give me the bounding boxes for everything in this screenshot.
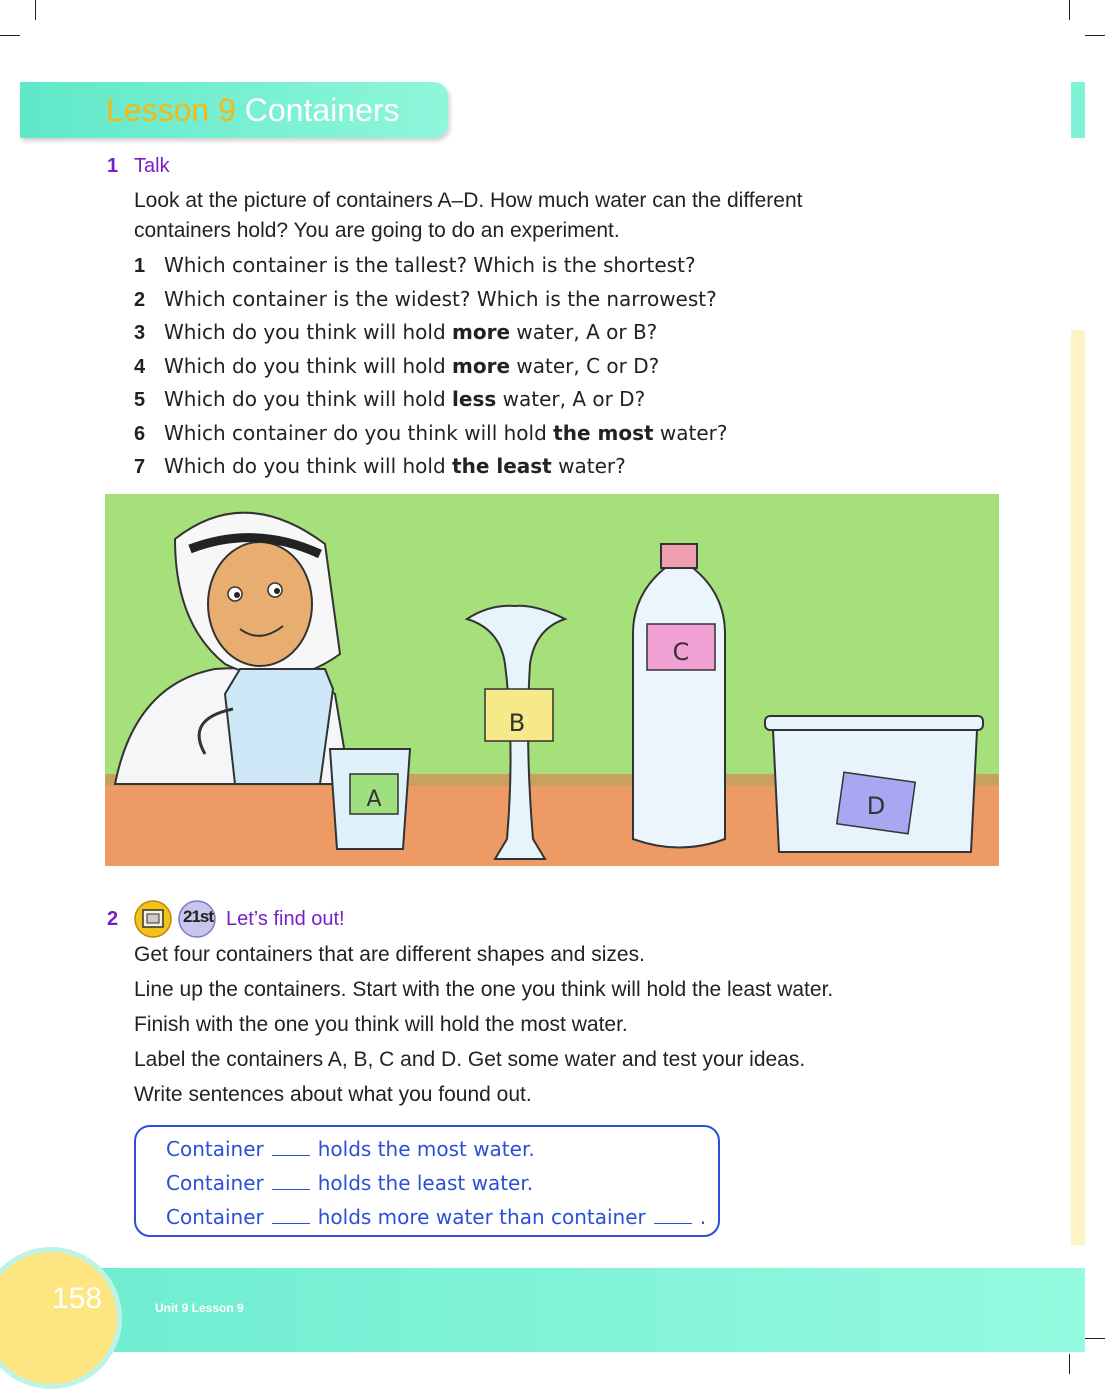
instructions [134,940,833,1115]
answer-blank[interactable] [272,1175,310,1190]
21st-badge-text: 21st [183,907,214,926]
answer-blank[interactable] [272,1141,310,1156]
instruction-line: Write sentences about what you found out. [134,1083,532,1106]
label-a: A [366,787,382,812]
crop-mark [1069,0,1070,20]
crop-mark [0,35,20,36]
answer-blank[interactable] [272,1209,310,1224]
question-item: 2 Which container is the widest? Which is the narrowest? [134,286,717,311]
lesson-topic: Containers [244,92,400,128]
crop-mark [1085,1338,1105,1339]
instruction-line: Finish with the one you think will hold the most water. [134,1013,628,1036]
footer-unit-label: Unit 9 Lesson 9 [155,1301,244,1315]
section-1-number: 1 [107,155,119,177]
sentence-frame-2: Container holds the least water. [166,1171,534,1195]
instruction-line: Get four containers that are different shapes and sizes. [134,943,645,966]
crop-mark [1085,35,1105,36]
question-item: 1 Which container is the tallest? Which is the shortest? [134,253,696,277]
question-item: 4 Which do you think will hold more water, C or D? [134,353,660,378]
label-b: B [508,709,526,737]
section-1-title: Talk [134,155,170,177]
section-2-title: Let’s find out! [226,908,345,930]
container-c [633,544,725,848]
question-item: 5 Which do you think will hold less water, A or D? [134,387,646,411]
answer-blank[interactable] [654,1209,692,1224]
label-d: D [866,792,886,820]
question-item: 3 Which do you think will hold more water, A or B? [134,320,658,344]
question-list [134,249,728,484]
page-title [106,88,400,132]
sentence-frame-3: Container holds more water than container . [166,1205,707,1229]
question-item: 6 Which container do you think will hold the most water? [134,420,728,445]
margin-strip [1071,330,1085,1245]
page-number: 158 [52,1282,103,1315]
sentence-frame-box [134,1125,720,1237]
section-1-intro: Look at the picture of containers A–D. How much water can the different containers hold? You are going to do an experiment. [134,189,803,242]
container-d [765,716,983,852]
instruction-line: Line up the containers. Start with the one you think will hold the least water. [134,978,834,1001]
section-2-number: 2 [107,908,119,930]
question-item: 7 Which do you think will hold the least water? [134,454,626,478]
container-a [330,749,410,849]
label-c: C [672,638,690,666]
crop-mark [35,0,36,20]
instruction-line: Label the containers A, B, C and D. Get some water and test your ideas. [134,1048,806,1071]
edge-tab [1071,82,1085,138]
lesson-label: Lesson 9 [106,92,236,128]
crop-mark [1069,1354,1070,1374]
sentence-frame-1: Container holds the most water. [166,1137,535,1161]
containers-illustration [105,494,999,866]
activity-icon [134,900,172,938]
